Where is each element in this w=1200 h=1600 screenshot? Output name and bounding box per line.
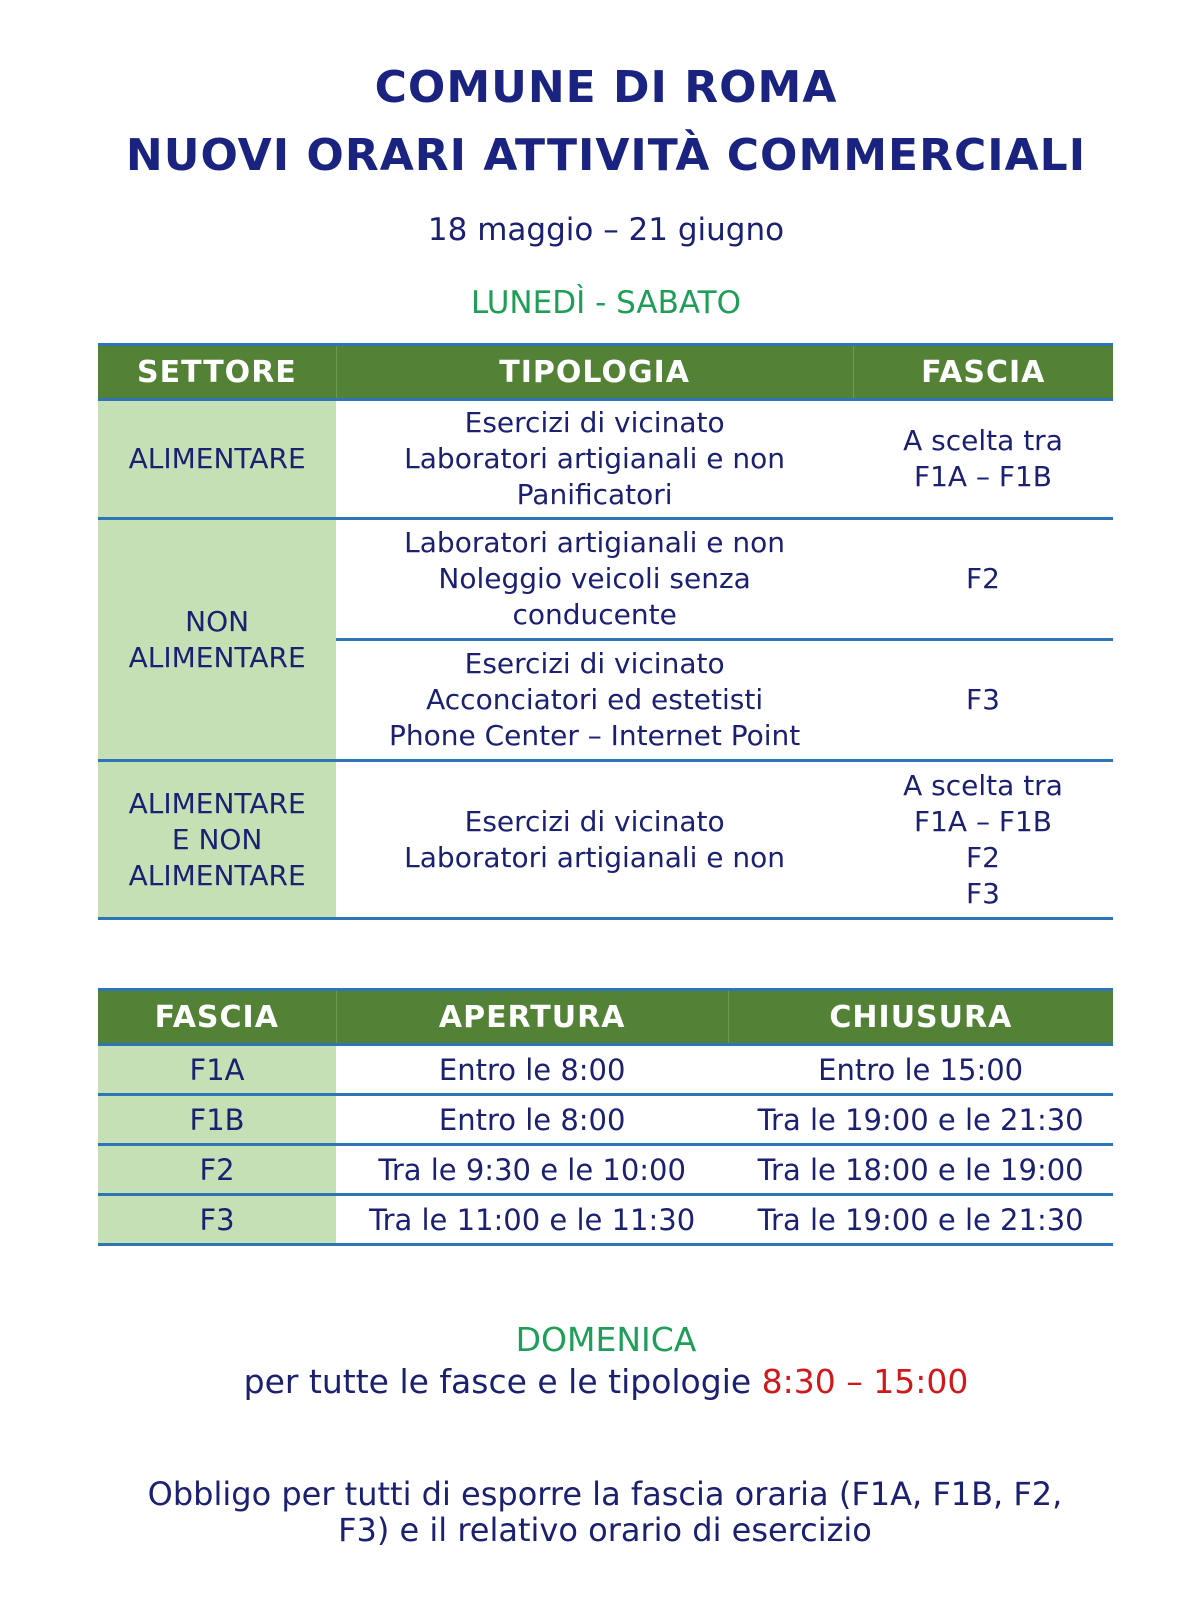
tipologia-text: conducente xyxy=(512,598,677,631)
fascia-cell xyxy=(853,640,1113,761)
fascia-text: F3 xyxy=(966,876,1000,910)
header-fascia: FASCIA xyxy=(98,990,336,1045)
table-row xyxy=(98,1145,1113,1195)
settore-cell xyxy=(98,761,336,919)
hours-table-header xyxy=(98,990,1113,1045)
tipologia-text: Esercizi di vicinato xyxy=(464,647,725,680)
fascia-text: F1A – F1B xyxy=(913,460,1052,493)
sector-table xyxy=(98,343,1113,920)
tipologia-cell xyxy=(336,400,853,519)
tipologia-text: Laboratori artigianali e non xyxy=(404,840,786,874)
tipologia-text: Esercizi di vicinato xyxy=(464,804,725,838)
date-range: 18 maggio – 21 giugno xyxy=(427,212,785,248)
chiusura-cell: Tra le 18:00 e le 19:00 xyxy=(728,1145,1113,1195)
fascia-cell: F1A xyxy=(98,1045,336,1095)
table-row xyxy=(98,1195,1113,1245)
tipologia-cell xyxy=(336,761,853,919)
header-chiusura: CHIUSURA xyxy=(728,990,1113,1045)
settore-cell xyxy=(98,519,336,761)
table-row xyxy=(98,519,1113,640)
table-row xyxy=(98,1045,1113,1095)
settore-text: ALIMENTARE xyxy=(128,442,306,475)
hours-table xyxy=(98,988,1113,1246)
settore-text: E NON xyxy=(171,822,263,856)
fascia-text: F2 xyxy=(966,562,1000,595)
sunday-hours: 8:30 – 15:00 xyxy=(761,1362,969,1401)
header-tipologia: TIPOLOGIA xyxy=(336,345,853,400)
chiusura-cell: Tra le 19:00 e le 21:30 xyxy=(728,1095,1113,1145)
chiusura-cell: Tra le 19:00 e le 21:30 xyxy=(728,1195,1113,1245)
fascia-cell xyxy=(853,519,1113,640)
tipologia-text: Laboratori artigianali e non xyxy=(404,442,786,475)
fascia-text: F1A – F1B xyxy=(913,804,1052,838)
notice-line-2: F3) e il relativo orario di esercizio xyxy=(338,1511,872,1549)
fascia-cell: F1B xyxy=(98,1095,336,1145)
fascia-text: F2 xyxy=(966,840,1000,874)
sector-table-header xyxy=(98,345,1113,400)
notice-text xyxy=(130,1476,1080,1548)
fascia-text: A scelta tra xyxy=(903,424,1063,457)
tipologia-cell xyxy=(336,519,853,640)
fascia-text: F3 xyxy=(966,683,1000,716)
settore-text: ALIMENTARE xyxy=(128,640,306,674)
chiusura-cell: Entro le 15:00 xyxy=(728,1045,1113,1095)
tipologia-text: Phone Center – Internet Point xyxy=(388,719,801,752)
sunday-text: per tutte le fasce e le tipologie xyxy=(243,1362,752,1401)
tipologia-text: Laboratori artigianali e non xyxy=(404,526,786,559)
apertura-cell: Tra le 9:30 e le 10:00 xyxy=(336,1145,728,1195)
tipologia-text: Esercizi di vicinato xyxy=(464,406,725,439)
header-settore: SETTORE xyxy=(98,345,336,400)
tipologia-text: Panificatori xyxy=(516,478,673,511)
sunday-line xyxy=(0,1362,1200,1401)
title-line-1: COMUNE DI ROMA xyxy=(374,62,838,113)
days-label: LUNEDÌ - SABATO xyxy=(471,285,741,321)
header-apertura: APERTURA xyxy=(336,990,728,1045)
apertura-cell: Entro le 8:00 xyxy=(336,1045,728,1095)
fascia-cell xyxy=(853,400,1113,519)
title-line-2: NUOVI ORARI ATTIVITÀ COMMERCIALI xyxy=(125,130,1087,181)
settore-text: ALIMENTARE xyxy=(128,786,306,820)
settore-text: NON xyxy=(185,604,250,638)
header-fascia: FASCIA xyxy=(853,345,1113,400)
table-row xyxy=(98,1095,1113,1145)
tipologia-cell xyxy=(336,640,853,761)
tipologia-text: Acconciatori ed estetisti xyxy=(426,683,764,716)
settore-text: ALIMENTARE xyxy=(128,858,306,892)
table-row xyxy=(98,761,1113,919)
apertura-cell: Tra le 11:00 e le 11:30 xyxy=(336,1195,728,1245)
fascia-cell: F3 xyxy=(98,1195,336,1245)
notice-line-1: Obbligo per tutti di esporre la fascia oraria (F1A, F1B, F2, xyxy=(147,1475,1063,1513)
sunday-label: DOMENICA xyxy=(515,1320,697,1359)
apertura-cell: Entro le 8:00 xyxy=(336,1095,728,1145)
table-row xyxy=(98,400,1113,519)
fascia-cell: F2 xyxy=(98,1145,336,1195)
fascia-text: A scelta tra xyxy=(903,768,1063,802)
fascia-cell xyxy=(853,761,1113,919)
settore-cell xyxy=(98,400,336,519)
tipologia-text: Noleggio veicoli senza xyxy=(438,562,751,595)
